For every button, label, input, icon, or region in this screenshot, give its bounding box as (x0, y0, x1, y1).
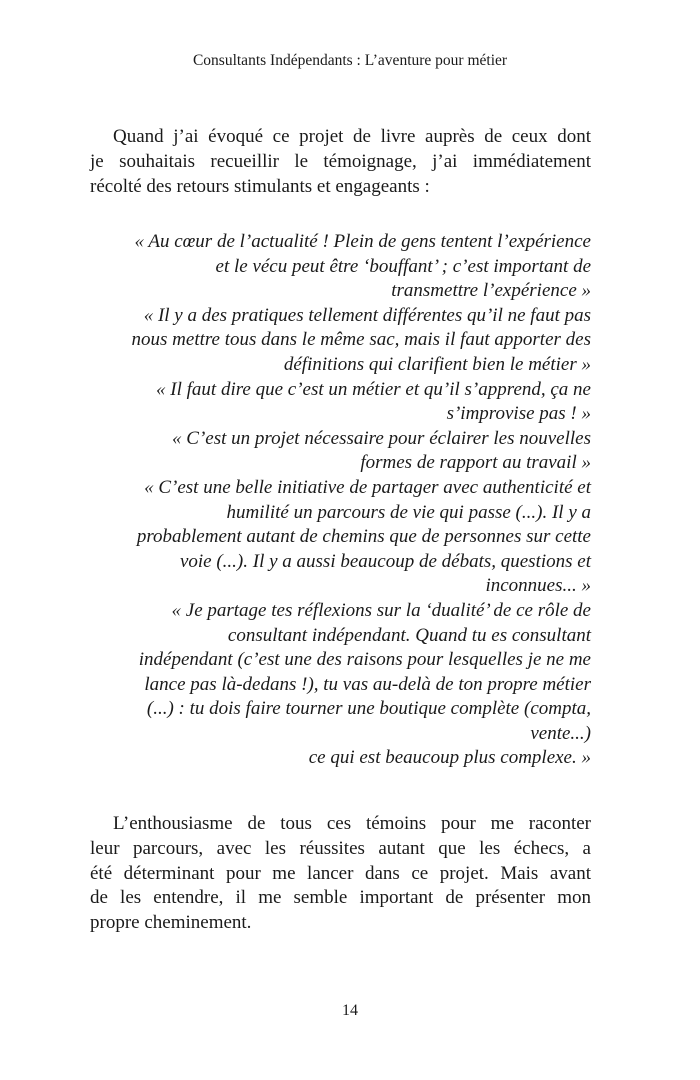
quote-line: probablement autant de chemins que de personnes sur cette (136, 526, 591, 548)
quote-line: nous mettre tous dans le même sac, mais il faut apporter des (131, 329, 591, 351)
text-line: je souhaitais recueillir le témoignage, j’ai immédiatement (90, 150, 591, 172)
quote-line: consultant indépendant. Quand tu es consultant (227, 624, 591, 646)
quote-line: indépendant (c’est une des raisons pour lesquelles je ne me (138, 649, 591, 671)
quote-line: « Je partage tes réflexions sur la ‘dualité’ de ce rôle de (171, 599, 591, 621)
quote-line: et le vécu peut être ‘bouffant’ ; c’est important de (215, 255, 591, 277)
testimonial-quotes (90, 230, 591, 771)
quote-line: transmettre l’expérience » (391, 280, 591, 302)
quote-line: inconnues... » (485, 575, 591, 597)
text-line: récolté des retours stimulants et engageants : (90, 175, 430, 197)
quote-line: vente...) (530, 722, 591, 744)
quote-line: voie (...). Il y a aussi beaucoup de débats, questions et (179, 550, 591, 572)
text-line: de les entendre, il me semble important de présenter mon (90, 887, 591, 909)
text-line: propre cheminement. (90, 912, 252, 934)
quote-line: « C’est une belle initiative de partager avec authenticité et (144, 476, 591, 498)
text-line: Quand j’ai évoqué ce projet de livre auprès de ceux dont (113, 126, 591, 147)
intro-paragraph (90, 125, 591, 199)
text-line: été déterminant pour me lancer dans ce projet. Mais avant (90, 862, 591, 884)
quote-line: formes de rapport au travail » (360, 452, 591, 474)
running-header: Consultants Indépendants : L’aventure pour métier (192, 52, 508, 69)
quote-line: s’improvise pas ! » (446, 403, 591, 425)
quote-line: lance pas là-dedans !), tu vas au-delà de ton propre métier (144, 673, 591, 695)
text-line: leur parcours, avec les réussites autant que les échecs, a (90, 837, 591, 859)
page-number: 14 (342, 1002, 358, 1019)
text-line: L’enthousiasme de tous ces témoins pour me raconter (113, 813, 591, 834)
quote-line: « Il faut dire que c’est un métier et qu’il s’apprend, ça ne (156, 378, 591, 400)
outro-paragraph (90, 812, 591, 936)
quote-line: « C’est un projet nécessaire pour éclairer les nouvelles (172, 427, 591, 449)
quote-line: ce qui est beaucoup plus complexe. » (308, 747, 591, 769)
quote-line: humilité un parcours de vie qui passe (...). Il y a (226, 501, 591, 523)
quote-line: « Au cœur de l’actualité ! Plein de gens tentent l’expérience (134, 231, 591, 252)
quote-line: définitions qui clarifient bien le métier » (283, 353, 591, 375)
quote-line: « Il y a des pratiques tellement différentes qu’il ne faut pas (143, 304, 591, 326)
quote-line: (...) : tu dois faire tourner une boutique complète (compta, (146, 698, 591, 720)
